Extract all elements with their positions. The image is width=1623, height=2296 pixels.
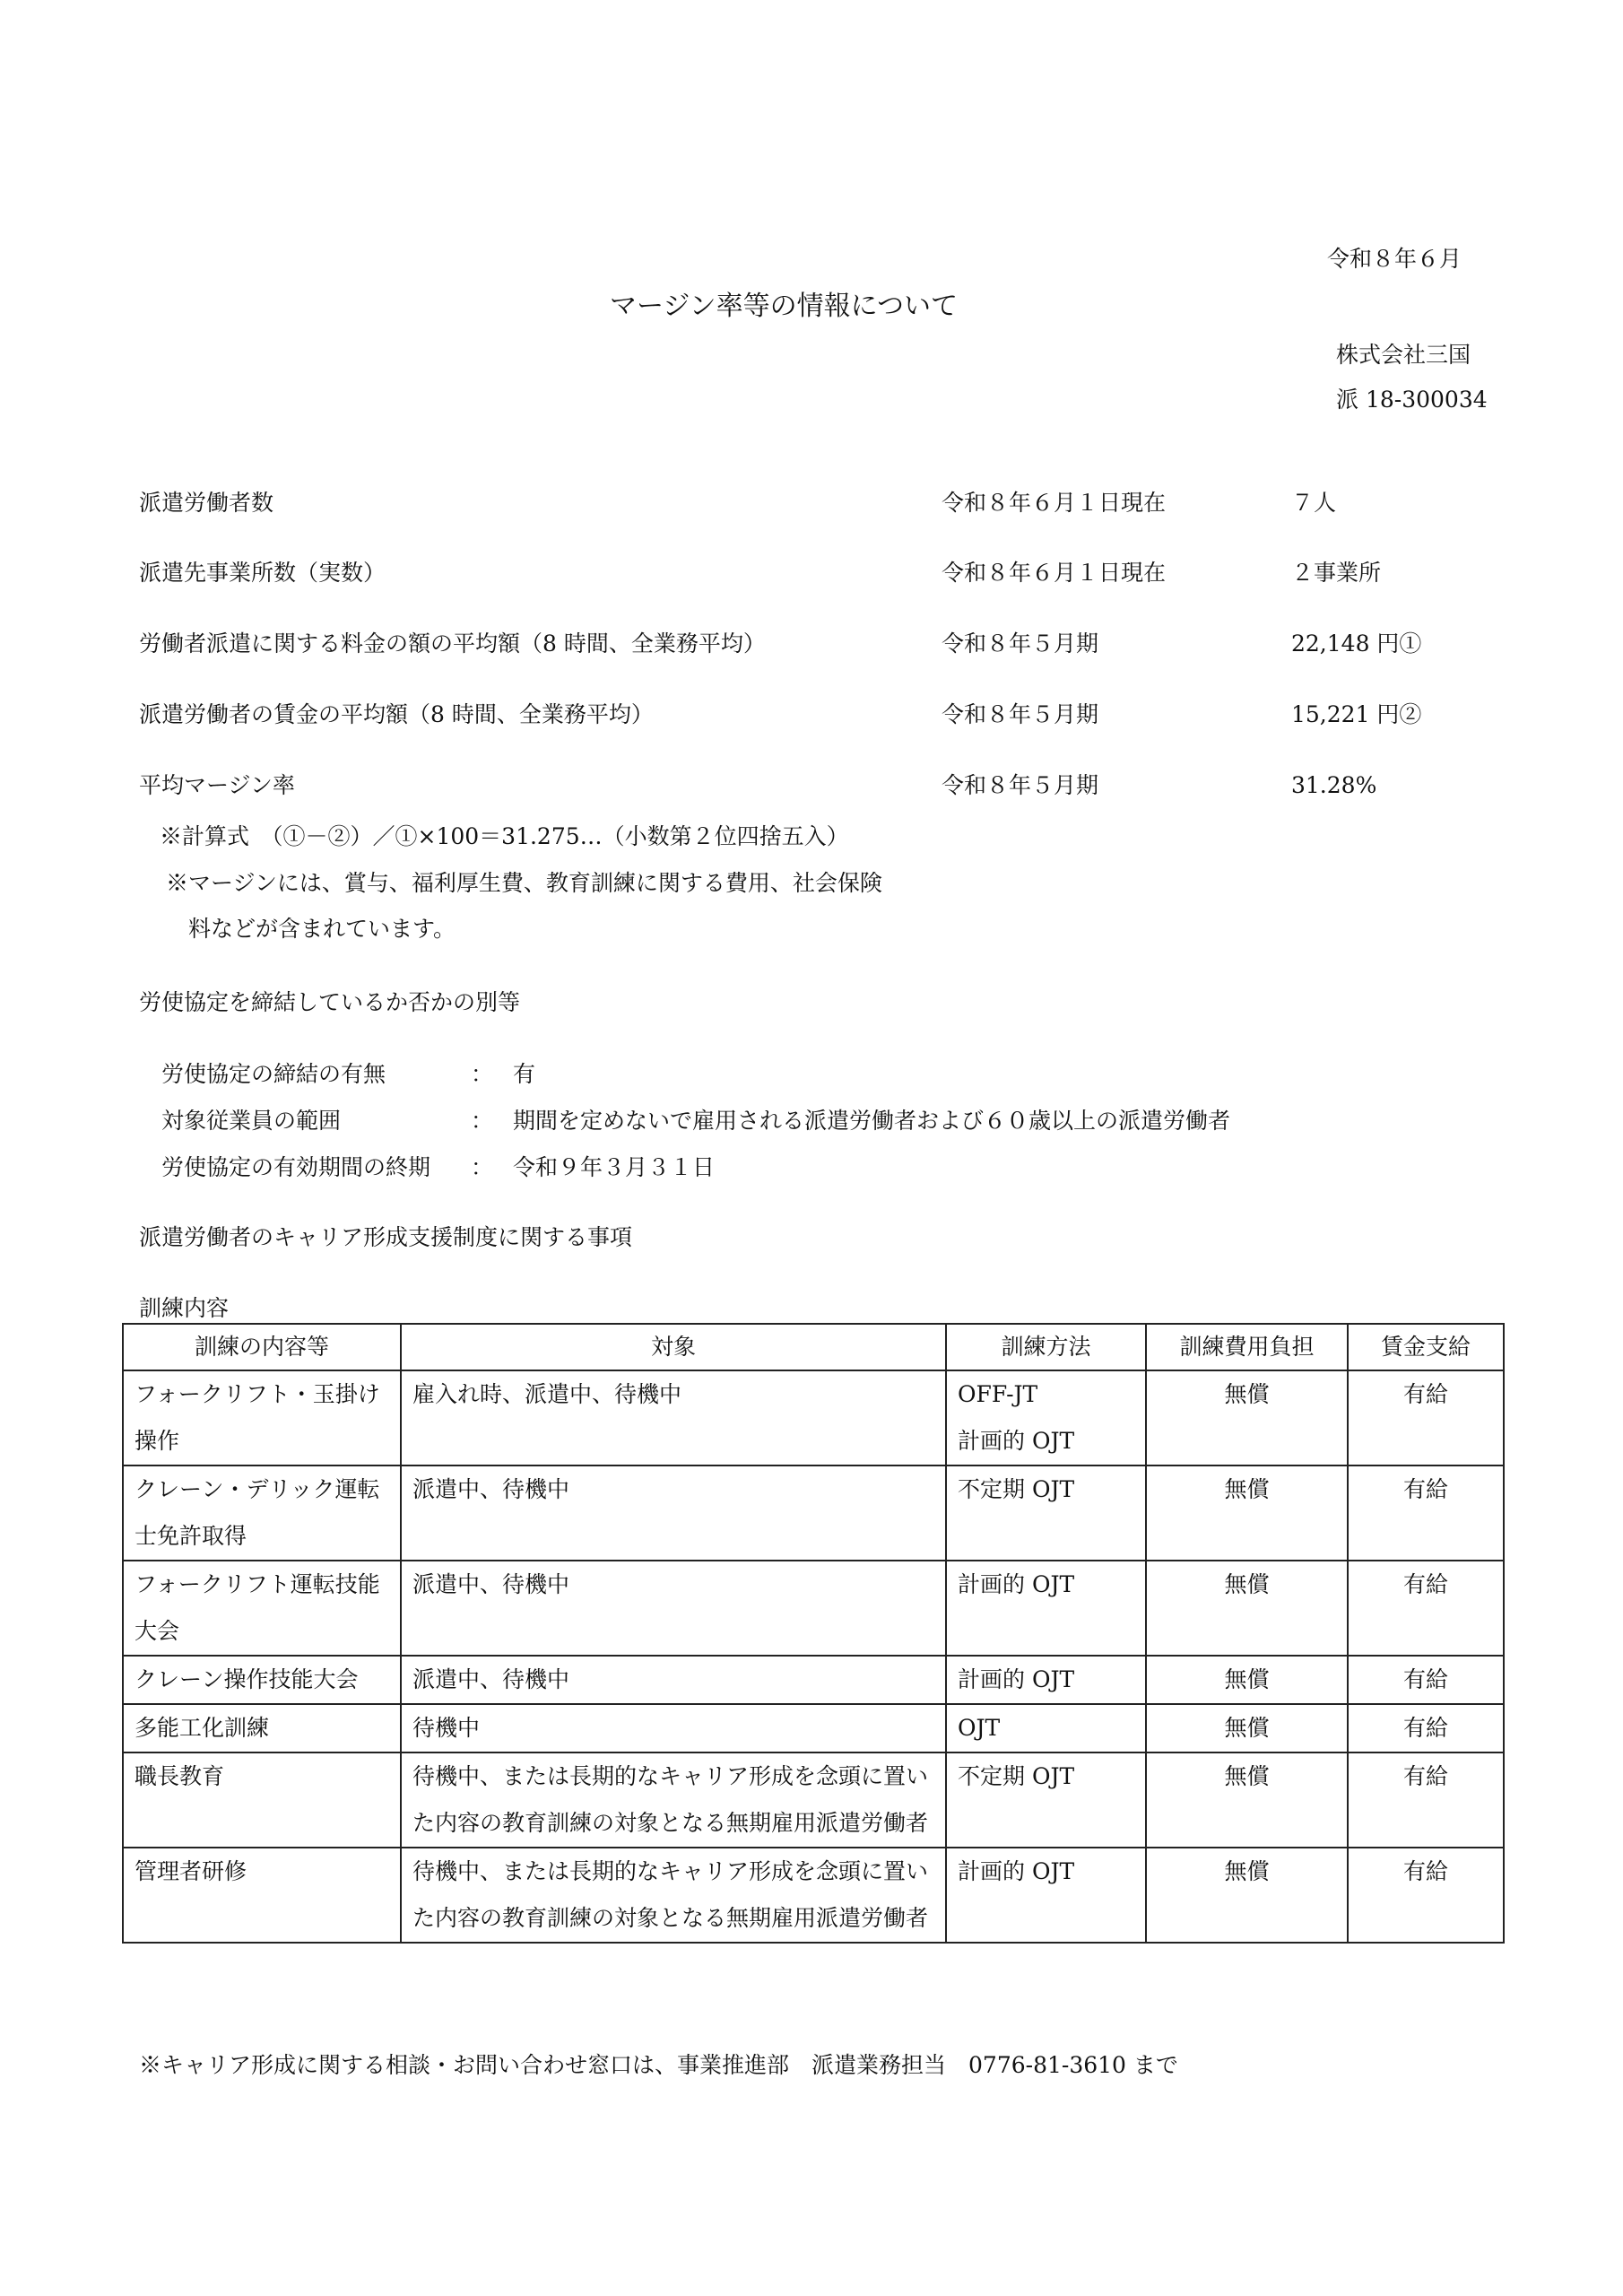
info-label-sites: 派遣先事業所数（実数） bbox=[139, 560, 386, 586]
training-cost: 無償 bbox=[1146, 1704, 1348, 1752]
agreement-sep: ： bbox=[471, 1108, 494, 1134]
training-target: 待機中、または長期的なキャリア形成を念頭に置いた内容の教育訓練の対象となる無期雇用派遣労働者 bbox=[401, 1752, 946, 1848]
agreement-label-scope: 対象従業員の範囲 bbox=[161, 1108, 342, 1134]
info-period-wage: 令和８年５月期 bbox=[942, 701, 1099, 727]
method-line: 計画的 OJT bbox=[958, 1428, 1075, 1454]
column-header: 賃金支給 bbox=[1348, 1324, 1504, 1370]
method-line: 計画的 OJT bbox=[958, 1858, 1075, 1884]
training-pay: 有給 bbox=[1348, 1561, 1504, 1656]
training-method bbox=[946, 1704, 1146, 1752]
training-name: フォークリフト・玉掛け操作 bbox=[123, 1370, 401, 1465]
training-cost: 無償 bbox=[1146, 1465, 1348, 1561]
training-method bbox=[946, 1465, 1146, 1561]
training-target: 派遣中、待機中 bbox=[401, 1656, 946, 1704]
table-header-row bbox=[123, 1324, 1504, 1370]
training-pay: 有給 bbox=[1348, 1656, 1504, 1704]
training-name: クレーン操作技能大会 bbox=[123, 1656, 401, 1704]
info-value-fee: 22,148 円① bbox=[1291, 631, 1422, 657]
formula-note: ※計算式 （①－②）／①×100＝31.275…（小数第２位四捨五入） bbox=[160, 823, 849, 849]
column-header: 対象 bbox=[401, 1324, 946, 1370]
agreement-value-scope: 期間を定めないで雇用される派遣労働者および６０歳以上の派遣労働者 bbox=[513, 1108, 1231, 1134]
margin-note-line1: ※マージンには、賞与、福利厚生費、教育訓練に関する費用、社会保険 bbox=[166, 870, 882, 896]
info-value-wage: 15,221 円② bbox=[1291, 701, 1422, 727]
method-line: 計画的 OJT bbox=[958, 1571, 1075, 1597]
company-name: 株式会社三国 bbox=[1336, 342, 1471, 368]
table-row bbox=[123, 1465, 1504, 1561]
training-cost: 無償 bbox=[1146, 1561, 1348, 1656]
training-method bbox=[946, 1848, 1146, 1943]
license-number: 派 18-300034 bbox=[1336, 387, 1488, 413]
training-name: 職長教育 bbox=[123, 1752, 401, 1848]
table-row bbox=[123, 1370, 1504, 1465]
document-date: 令和８年６月 bbox=[1327, 246, 1462, 272]
table-row bbox=[123, 1561, 1504, 1656]
career-heading: 派遣労働者のキャリア形成支援制度に関する事項 bbox=[139, 1224, 633, 1250]
info-period-workers: 令和８年６月１日現在 bbox=[942, 490, 1167, 516]
table-row bbox=[123, 1848, 1504, 1943]
info-period-margin: 令和８年５月期 bbox=[942, 772, 1099, 798]
column-header: 訓練方法 bbox=[946, 1324, 1146, 1370]
column-header: 訓練の内容等 bbox=[123, 1324, 401, 1370]
agreement-value-term: 令和９年３月３１日 bbox=[513, 1154, 716, 1180]
method-line: OFF-JT bbox=[958, 1381, 1038, 1407]
table-row bbox=[123, 1704, 1504, 1752]
method-line: 計画的 OJT bbox=[958, 1666, 1075, 1692]
training-pay: 有給 bbox=[1348, 1370, 1504, 1465]
training-pay: 有給 bbox=[1348, 1848, 1504, 1943]
training-cost: 無償 bbox=[1146, 1656, 1348, 1704]
margin-note-line2: 料などが含まれています。 bbox=[188, 916, 456, 942]
agreement-label-conclusion: 労使協定の締結の有無 bbox=[161, 1061, 386, 1087]
agreement-sep: ： bbox=[471, 1061, 494, 1087]
training-pay: 有給 bbox=[1348, 1704, 1504, 1752]
info-value-sites: ２事業所 bbox=[1291, 560, 1382, 586]
training-table-caption: 訓練内容 bbox=[139, 1295, 230, 1321]
training-name: クレーン・デリック運転士免許取得 bbox=[123, 1465, 401, 1561]
agreement-value-conclusion: 有 bbox=[513, 1061, 536, 1087]
info-period-sites: 令和８年６月１日現在 bbox=[942, 560, 1167, 586]
method-line: OJT bbox=[958, 1715, 1001, 1741]
method-line: 不定期 OJT bbox=[958, 1476, 1075, 1502]
info-label-margin: 平均マージン率 bbox=[139, 772, 295, 798]
column-header: 訓練費用負担 bbox=[1146, 1324, 1348, 1370]
labor-agreement-heading: 労使協定を締結しているか否かの別等 bbox=[139, 989, 521, 1015]
info-label-wage: 派遣労働者の賃金の平均額（8 時間、全業務平均） bbox=[139, 701, 654, 727]
table-row bbox=[123, 1656, 1504, 1704]
training-method bbox=[946, 1370, 1146, 1465]
training-target: 派遣中、待機中 bbox=[401, 1465, 946, 1561]
training-method bbox=[946, 1752, 1146, 1848]
page-title: マージン率等の情報について bbox=[610, 291, 959, 322]
training-method bbox=[946, 1561, 1146, 1656]
training-cost: 無償 bbox=[1146, 1370, 1348, 1465]
method-line: 不定期 OJT bbox=[958, 1763, 1075, 1789]
training-name: フォークリフト運転技能大会 bbox=[123, 1561, 401, 1656]
info-label-fee: 労働者派遣に関する料金の額の平均額（8 時間、全業務平均） bbox=[139, 631, 766, 657]
training-target: 待機中、または長期的なキャリア形成を念頭に置いた内容の教育訓練の対象となる無期雇用派遣労働者 bbox=[401, 1848, 946, 1943]
table-row bbox=[123, 1752, 1504, 1848]
info-label-workers: 派遣労働者数 bbox=[139, 490, 274, 516]
training-target: 派遣中、待機中 bbox=[401, 1561, 946, 1656]
contact-note: ※キャリア形成に関する相談・お問い合わせ窓口は、事業推進部 派遣業務担当 0776-81-3610 まで bbox=[139, 2052, 1178, 2078]
training-name: 管理者研修 bbox=[123, 1848, 401, 1943]
training-table bbox=[122, 1323, 1505, 1944]
training-target: 待機中 bbox=[401, 1704, 946, 1752]
training-cost: 無償 bbox=[1146, 1752, 1348, 1848]
training-method bbox=[946, 1656, 1146, 1704]
training-name: 多能工化訓練 bbox=[123, 1704, 401, 1752]
info-period-fee: 令和８年５月期 bbox=[942, 631, 1099, 657]
training-cost: 無償 bbox=[1146, 1848, 1348, 1943]
info-value-workers: ７人 bbox=[1291, 490, 1337, 516]
training-pay: 有給 bbox=[1348, 1752, 1504, 1848]
agreement-label-term: 労使協定の有効期間の終期 bbox=[161, 1154, 431, 1180]
training-target: 雇入れ時、派遣中、待機中 bbox=[401, 1370, 946, 1465]
training-pay: 有給 bbox=[1348, 1465, 1504, 1561]
agreement-sep: ： bbox=[471, 1154, 494, 1180]
info-value-margin: 31.28% bbox=[1291, 772, 1377, 798]
